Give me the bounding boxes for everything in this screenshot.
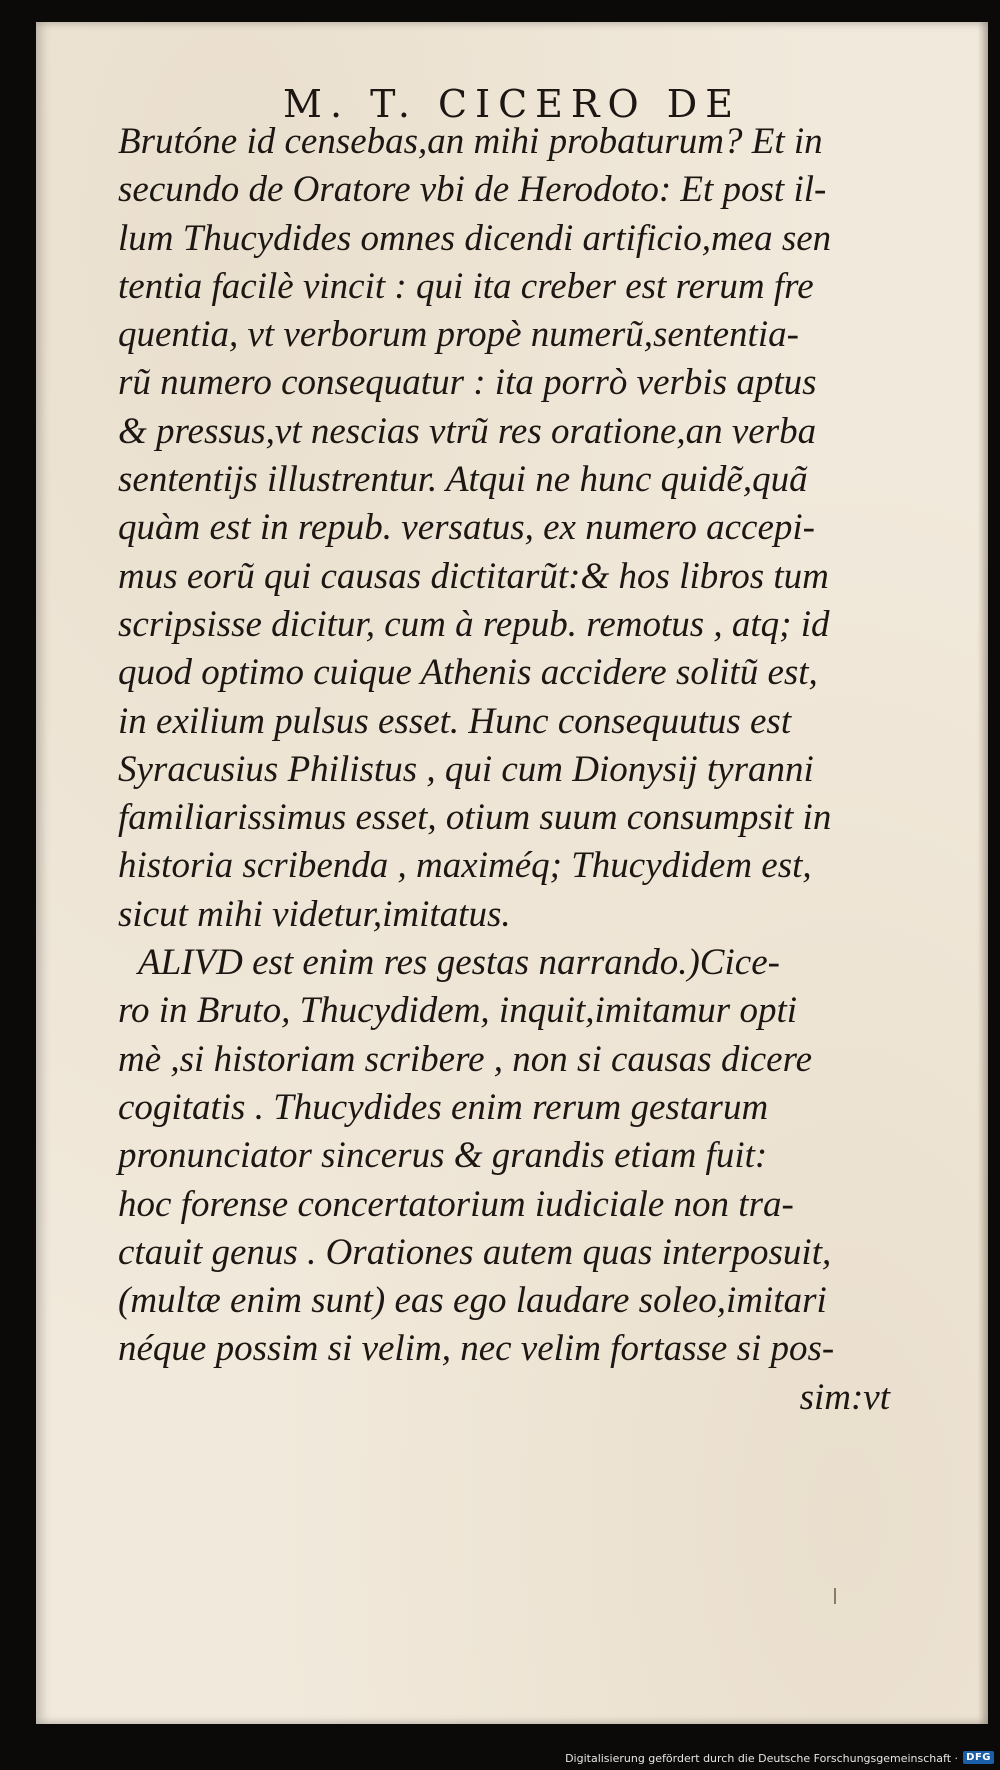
running-head: M. T. CICERO DE <box>283 82 741 126</box>
text-line-8: sententijs illustrentur. Atqui ne hunc quidẽ,quã <box>118 459 808 501</box>
text-line-5: quentia, vt verborum propè numerũ,sententia- <box>118 314 799 356</box>
digitization-credit: Digitalisierung gefördert durch die Deutsche Forschungsgemeinschaft · <box>565 1752 958 1765</box>
text-line-27: sim:vt <box>799 1376 890 1418</box>
text-line-21: cogitatis . Thucydides enim rerum gestarum <box>118 1086 769 1128</box>
text-line-1: Brutóne id censebas,an mihi probaturum? Et in <box>118 121 823 162</box>
text-line-20: mè ,si historiam scribere , non si causas dicere <box>118 1038 813 1080</box>
text-line-12: quod optimo cuique Athenis accidere solitũ est, <box>118 652 818 694</box>
text-line-18: ALIVD est enim res gestas narrando.)Cice- <box>138 942 780 984</box>
page-edge-shadow <box>978 22 988 1724</box>
text-line-11: scripsisse dicitur, cum à repub. remotus , atq; id <box>118 603 830 645</box>
text-line-6: rũ numero consequatur : ita porrò verbis aptus <box>118 362 817 404</box>
text-line-13: in exilium pulsus esset. Hunc consequutus est <box>118 700 792 742</box>
text-line-24: ctauit genus . Orationes autem quas interposuit, <box>118 1231 832 1273</box>
text-line-23: hoc forense concertatorium iudiciale non tra- <box>118 1183 794 1225</box>
text-line-2: secundo de Oratore vbi de Herodoto: Et post il- <box>118 169 827 211</box>
text-line-22: pronunciator sincerus & grandis etiam fuit: <box>118 1135 768 1177</box>
text-line-16: historia scribenda , maximéq; Thucydidem est, <box>118 845 812 887</box>
text-line-7: & pressus,vt nescias vtrũ res oratione,an verba <box>118 410 817 452</box>
text-line-14: Syracusius Philistus , qui cum Dionysij tyranni <box>118 748 814 790</box>
text-line-17: sicut mihi videtur,imitatus. <box>118 893 511 935</box>
dfg-logo-icon: DFG <box>963 1751 994 1764</box>
text-line-15: familiarissimus esset, otium suum consumpsit in <box>118 797 832 839</box>
text-line-3: lum Thucydides omnes dicendi artificio,mea sen <box>118 217 832 259</box>
text-line-19: ro in Bruto, Thucydidem, inquit,imitamur opti <box>118 990 798 1032</box>
text-line-10: mus eorũ qui causas dictitarũt:& hos libros tum <box>118 555 829 597</box>
text-line-25: (multæ enim sunt) eas ego laudare soleo,imitari <box>118 1280 827 1322</box>
body-text <box>118 118 960 1422</box>
text-line-26: néque possim si velim, nec velim fortasse si pos- <box>118 1328 835 1370</box>
page-mark <box>834 1588 836 1604</box>
text-line-9: quàm est in repub. versatus, ex numero accepi- <box>118 507 816 549</box>
text-line-4: tentia facilè vincit : qui ita creber est rerum fre <box>118 265 814 307</box>
